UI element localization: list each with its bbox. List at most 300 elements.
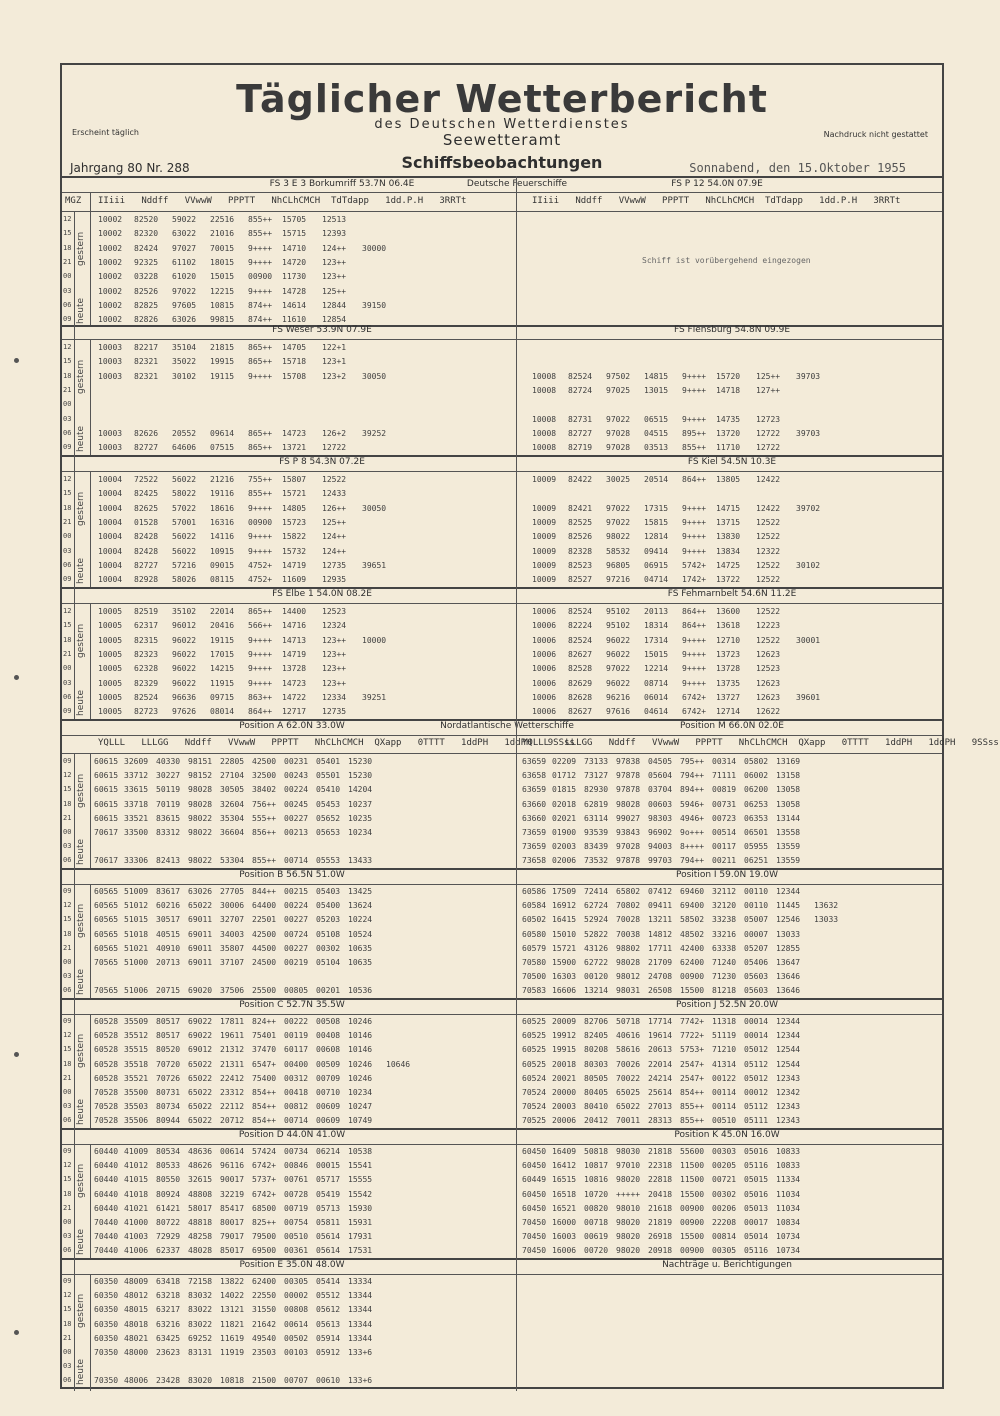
- cell: 00227: [284, 943, 309, 953]
- cell: 60450: [522, 1147, 547, 1156]
- cell: 20000: [552, 1088, 577, 1097]
- cell: 123++: [322, 257, 347, 267]
- hour-value: 09: [63, 757, 72, 765]
- table-row: [94, 1246, 420, 1255]
- cell: 51021: [124, 943, 149, 953]
- day-label-gestern: gestern: [76, 903, 86, 939]
- cell: 14204: [348, 785, 373, 795]
- table-row: [522, 771, 848, 780]
- cell: 82523: [568, 560, 593, 570]
- cell: 60350: [94, 1291, 119, 1301]
- table-row: [532, 400, 834, 409]
- cell: 82525: [568, 517, 593, 527]
- cell: 855++: [680, 1116, 705, 1126]
- cell: 05203: [316, 915, 341, 925]
- table-row: [522, 1102, 848, 1111]
- cell: 9++++: [248, 664, 273, 674]
- cell: 00015: [316, 1161, 341, 1171]
- cell: 13211: [648, 915, 673, 925]
- cell: 14713: [282, 635, 307, 645]
- cell: 98020: [616, 1232, 641, 1242]
- cell: 65022: [188, 1116, 213, 1126]
- cell: 10009: [532, 475, 557, 484]
- cell: 22014: [648, 1059, 673, 1069]
- table-row: [98, 415, 400, 424]
- rule-line: [62, 587, 942, 589]
- cell: 16006: [552, 1246, 577, 1256]
- cell: 69011: [188, 929, 213, 939]
- cell: 41012: [124, 1161, 149, 1171]
- cell: 72414: [584, 887, 609, 896]
- cell: 65025: [616, 1088, 641, 1097]
- cell: 82629: [568, 678, 593, 688]
- cell: 11821: [220, 1319, 245, 1329]
- cell: 35807: [220, 943, 245, 953]
- cell: 865++: [248, 443, 273, 453]
- table-row: [94, 1045, 420, 1054]
- cell: 01815: [552, 785, 577, 795]
- cell: 10734: [776, 1232, 801, 1242]
- cell: 21709: [648, 958, 673, 967]
- cell: 13559: [776, 842, 801, 852]
- cell: 13033: [776, 929, 801, 939]
- cell: 32707: [220, 915, 245, 925]
- cell: 06353: [744, 813, 769, 823]
- day-label-heute: heute: [76, 425, 86, 452]
- hour-value: 15: [63, 915, 72, 924]
- cell: 9++++: [682, 503, 707, 513]
- cell: 11034: [776, 1189, 801, 1199]
- cell: 133+6: [348, 1348, 373, 1357]
- hour-value: 15: [63, 1305, 72, 1314]
- cell: 856++: [252, 828, 277, 837]
- cell: 98022: [188, 828, 213, 837]
- cell: 18314: [644, 621, 669, 631]
- cell: 12344: [776, 1031, 801, 1041]
- cell: 83020: [188, 1376, 213, 1386]
- cell: 28313: [648, 1116, 673, 1126]
- cell: 13624: [348, 901, 373, 911]
- cell: 05112: [744, 1102, 769, 1112]
- table-row: [522, 1161, 848, 1170]
- cell: 22318: [648, 1161, 673, 1171]
- cell: 60440: [94, 1161, 119, 1171]
- cell: 19115: [210, 371, 235, 381]
- cell: 80534: [156, 1147, 181, 1156]
- frequency-note: Erscheint täglich: [72, 128, 139, 137]
- cell: 22818: [648, 1175, 673, 1185]
- cell: 63217: [156, 1305, 181, 1315]
- cell: 98020: [616, 1218, 641, 1227]
- cell: 05955: [744, 842, 769, 852]
- cell: 894++: [680, 785, 705, 795]
- cell: 60440: [94, 1203, 119, 1213]
- cell: 82405: [584, 1031, 609, 1041]
- cell: 10002: [98, 315, 123, 325]
- punch-hole: [14, 1330, 19, 1335]
- table-row: [532, 575, 834, 584]
- hour-value: 18: [63, 371, 72, 380]
- cell: 72929: [156, 1232, 181, 1242]
- column-divider: [90, 339, 91, 455]
- cell: 00610: [316, 1376, 341, 1386]
- cell: 10749: [348, 1116, 373, 1126]
- cell: 14720: [282, 257, 307, 267]
- cell: 00502: [284, 1333, 309, 1343]
- cell: 30050: [362, 503, 387, 513]
- cell: 10002: [98, 243, 123, 253]
- cell: 02021: [552, 813, 577, 823]
- cell: 61020: [172, 272, 197, 282]
- cell: 6742+: [682, 692, 707, 702]
- cell: 97028: [606, 443, 631, 453]
- cell: 37107: [220, 958, 245, 967]
- cell: 12344: [776, 887, 801, 896]
- cell: 17711: [648, 943, 673, 953]
- cell: 00314: [712, 757, 737, 766]
- cell: 80722: [156, 1218, 181, 1227]
- cell: 51009: [124, 887, 149, 896]
- cell: 12844: [322, 300, 347, 310]
- cell: 51012: [124, 901, 149, 911]
- cell: 19915: [210, 357, 235, 367]
- cell: 10536: [348, 986, 373, 996]
- cell: 10005: [98, 664, 123, 674]
- table-row: [522, 901, 848, 910]
- cell: 62400: [680, 958, 705, 967]
- hour-value: 03: [63, 414, 72, 423]
- cell: 00514: [712, 828, 737, 837]
- table-row: [94, 1088, 420, 1097]
- cell: 51006: [124, 986, 149, 996]
- cell: 17714: [648, 1017, 673, 1026]
- cell: 41314: [712, 1059, 737, 1069]
- cell: 12935: [322, 575, 347, 585]
- cell: 864++: [248, 707, 273, 717]
- hour-value: 12: [63, 343, 72, 351]
- table-row: [98, 229, 400, 238]
- column-divider: [74, 323, 75, 455]
- cell: 01712: [552, 771, 577, 781]
- hour-value: 18: [63, 635, 72, 644]
- cell: 60525: [522, 1017, 547, 1026]
- hour-value: 18: [63, 1189, 72, 1198]
- hour-value: 15: [63, 357, 72, 366]
- cell: 37470: [252, 1045, 277, 1055]
- cell: 13646: [776, 986, 801, 996]
- cell: 13559: [776, 856, 801, 866]
- cell: 15230: [348, 757, 373, 766]
- table-row: [532, 489, 834, 498]
- cell: 13558: [776, 828, 801, 837]
- cell: 73133: [584, 757, 609, 766]
- cell: 756++: [252, 799, 277, 809]
- cell: 62400: [252, 1277, 277, 1286]
- cell: 10646: [386, 1059, 411, 1069]
- cell: 11915: [210, 678, 235, 688]
- cell: 69500: [252, 1246, 277, 1256]
- cell: 10009: [532, 546, 557, 556]
- column-divider: [516, 998, 517, 1128]
- cell: 09715: [210, 692, 235, 702]
- column-divider: [90, 753, 91, 868]
- cell: 40910: [156, 943, 181, 953]
- cell: 00714: [284, 1116, 309, 1126]
- cell: 23312: [220, 1088, 245, 1097]
- hour-value: 12: [63, 475, 72, 483]
- cell: 127++: [756, 385, 781, 395]
- cell: 05012: [744, 1045, 769, 1055]
- cell: 10834: [776, 1218, 801, 1227]
- cell: 82706: [584, 1017, 609, 1026]
- cell: 60525: [522, 1059, 547, 1069]
- cell: 97010: [616, 1161, 641, 1171]
- cell: 82519: [134, 607, 159, 616]
- cell: 83022: [188, 1305, 213, 1315]
- issue-date: Sonnabend, den 15.Oktober 1955: [689, 161, 906, 175]
- cell: 22550: [252, 1291, 277, 1301]
- cell: 63659: [522, 785, 547, 795]
- cell: 07515: [210, 443, 235, 453]
- cell: 99703: [648, 856, 673, 866]
- cell: 10004: [98, 560, 123, 570]
- table-row: [532, 707, 834, 716]
- table-row: [94, 887, 420, 896]
- cell: 21815: [210, 343, 235, 352]
- table-row: [522, 828, 848, 837]
- cell: 96022: [606, 678, 631, 688]
- table-row: [522, 1017, 848, 1026]
- cell: 72522: [134, 475, 159, 484]
- cell: 98152: [188, 771, 213, 781]
- cell: 00900: [248, 517, 273, 527]
- cell: 12546: [776, 915, 801, 925]
- cell: 10816: [584, 1175, 609, 1185]
- column-divider: [90, 192, 91, 211]
- rule-line: [62, 455, 942, 457]
- cell: 18015: [210, 257, 235, 267]
- ship-name: FS 3 E 3 Borkumriff 53.7N 06.4E: [269, 179, 415, 189]
- cell: 7722+: [680, 1031, 705, 1041]
- hour-value: 21: [63, 813, 72, 822]
- cell: 19614: [648, 1031, 673, 1041]
- cell: 65022: [188, 1059, 213, 1069]
- cell: 9o+++: [680, 828, 705, 837]
- cell: 27705: [220, 887, 245, 896]
- cell: 05553: [316, 856, 341, 866]
- ship-position: Position K 45.0N 16.0W: [674, 1130, 780, 1140]
- table-row: [522, 1147, 848, 1156]
- cell: 60440: [94, 1189, 119, 1199]
- cell: 10003: [98, 371, 123, 381]
- cell: 69011: [188, 943, 213, 953]
- cell: 51000: [124, 958, 149, 967]
- cell: 12422: [756, 503, 781, 513]
- cell: 82413: [156, 856, 181, 866]
- hour-value: 21: [63, 257, 72, 266]
- cell: 82321: [134, 357, 159, 367]
- cell: 30006: [220, 901, 245, 911]
- cell: 2547+: [680, 1059, 705, 1069]
- cell: 123++: [322, 664, 347, 674]
- column-divider: [90, 1144, 91, 1258]
- cell: 32604: [220, 799, 245, 809]
- cell: 00724: [284, 929, 309, 939]
- table-row: [94, 771, 420, 780]
- column-divider: [516, 211, 517, 325]
- hour-value: 09: [63, 1017, 72, 1025]
- cell: 00224: [284, 785, 309, 795]
- cell: 69020: [188, 986, 213, 996]
- cell: 05603: [744, 986, 769, 996]
- cell: 97878: [616, 771, 641, 781]
- cell: 10915: [210, 546, 235, 556]
- column-divider: [90, 1274, 91, 1391]
- cell: 40330: [156, 757, 181, 766]
- hour-value: 03: [63, 1232, 72, 1241]
- hour-value: 00: [63, 1348, 72, 1356]
- hour-value: 12: [63, 1291, 72, 1300]
- cell: 60528: [94, 1017, 119, 1026]
- cell: 13334: [348, 1277, 373, 1286]
- cell: 13344: [348, 1305, 373, 1315]
- cell: 5946+: [680, 799, 705, 809]
- cell: 70026: [616, 1059, 641, 1069]
- table-row: [98, 518, 400, 527]
- cell: 855++: [682, 443, 707, 453]
- cell: 70022: [616, 1073, 641, 1083]
- cell: 60565: [94, 929, 119, 939]
- column-divider: [74, 587, 75, 719]
- cell: 70528: [94, 1088, 119, 1097]
- cell: 27104: [220, 771, 245, 781]
- column-divider: [74, 455, 75, 587]
- cell: 10004: [98, 517, 123, 527]
- cell: 9++++: [248, 678, 273, 688]
- cell: 00014: [744, 1031, 769, 1041]
- cell: 85417: [220, 1203, 245, 1213]
- table-row: [94, 856, 420, 865]
- cell: 05013: [744, 1203, 769, 1213]
- cell: 555++: [252, 813, 277, 823]
- cell: 25614: [648, 1088, 673, 1097]
- cell: 39251: [362, 692, 387, 702]
- cell: 10734: [776, 1246, 801, 1256]
- cell: 48009: [124, 1277, 149, 1286]
- ship-position: Position M 66.0N 02.0E: [680, 721, 784, 731]
- table-row: [98, 287, 400, 296]
- cell: 10234: [348, 828, 373, 837]
- cell: 12322: [756, 546, 781, 556]
- table-row: [94, 1376, 420, 1385]
- hour-value: 03: [63, 546, 72, 555]
- cell: 10003: [98, 357, 123, 367]
- table-row: [94, 757, 420, 766]
- cell: 855++: [248, 229, 273, 239]
- cell: 05713: [316, 1203, 341, 1213]
- cell: 10146: [348, 1045, 373, 1055]
- cell: 94003: [648, 842, 673, 852]
- cell: 10002: [98, 300, 123, 310]
- cell: 63022: [172, 229, 197, 239]
- cell: 855++: [252, 856, 277, 866]
- cell: 05410: [316, 785, 341, 795]
- table-row: [98, 489, 400, 498]
- cell: 12523: [322, 607, 347, 616]
- cell: 23623: [156, 1348, 181, 1357]
- cell: 30505: [220, 785, 245, 795]
- cell: 64606: [172, 443, 197, 453]
- hour-value: 21: [63, 649, 72, 658]
- rule-line: [62, 1274, 942, 1275]
- cell: 98022: [606, 532, 631, 542]
- cell: 00723: [712, 813, 737, 823]
- cell: 10004: [98, 575, 123, 585]
- cell: 13344: [348, 1319, 373, 1329]
- cell: 70440: [94, 1246, 119, 1256]
- column-divider: [516, 719, 517, 868]
- cell: 17811: [220, 1017, 245, 1026]
- cell: 6742+: [252, 1189, 277, 1199]
- cell: 124++: [322, 243, 347, 253]
- cell: 82727: [568, 428, 593, 438]
- cell: 30000: [362, 243, 387, 253]
- cell: 10235: [348, 813, 373, 823]
- ship-position: Position D 44.0N 41.0W: [238, 1130, 346, 1140]
- cell: 57216: [172, 560, 197, 570]
- column-divider: [516, 323, 517, 455]
- cell: 00608: [316, 1045, 341, 1055]
- cell: 13158: [776, 771, 801, 781]
- hour-value: 06: [63, 1376, 72, 1385]
- cell: 825++: [252, 1218, 277, 1227]
- table-row: [522, 785, 848, 794]
- cell: 60524: [522, 1073, 547, 1083]
- cell: 35304: [220, 813, 245, 823]
- cell: 12214: [644, 664, 669, 674]
- cell: 30227: [156, 771, 181, 781]
- cell: 22208: [712, 1218, 737, 1227]
- cell: 08014: [210, 707, 235, 717]
- cell: 9++++: [682, 664, 707, 674]
- cell: 13723: [716, 649, 741, 659]
- cell: 10009: [532, 503, 557, 513]
- cell: 69012: [188, 1045, 213, 1055]
- cell: 00900: [680, 972, 705, 982]
- cell: 05653: [316, 828, 341, 837]
- cell: 10006: [532, 607, 557, 616]
- cell: 83032: [188, 1291, 213, 1301]
- cell: 05501: [316, 771, 341, 781]
- cell: 50818: [584, 1147, 609, 1156]
- cell: 13728: [716, 664, 741, 674]
- cell: 00114: [712, 1102, 737, 1112]
- day-label-heute: heute: [76, 968, 86, 995]
- cell: 70350: [94, 1348, 119, 1357]
- cell: 13033: [814, 915, 839, 925]
- cell: 60350: [94, 1277, 119, 1286]
- cell: 20713: [156, 958, 181, 967]
- cell: 80405: [584, 1088, 609, 1097]
- cell: 10524: [348, 929, 373, 939]
- cell: 50718: [616, 1017, 641, 1026]
- table-row: [532, 650, 834, 659]
- cell: 11610: [282, 315, 307, 325]
- cell: 14719: [282, 560, 307, 570]
- cell: 61421: [156, 1203, 181, 1213]
- day-label-gestern: gestern: [76, 1033, 86, 1069]
- cell: 12522: [756, 575, 781, 585]
